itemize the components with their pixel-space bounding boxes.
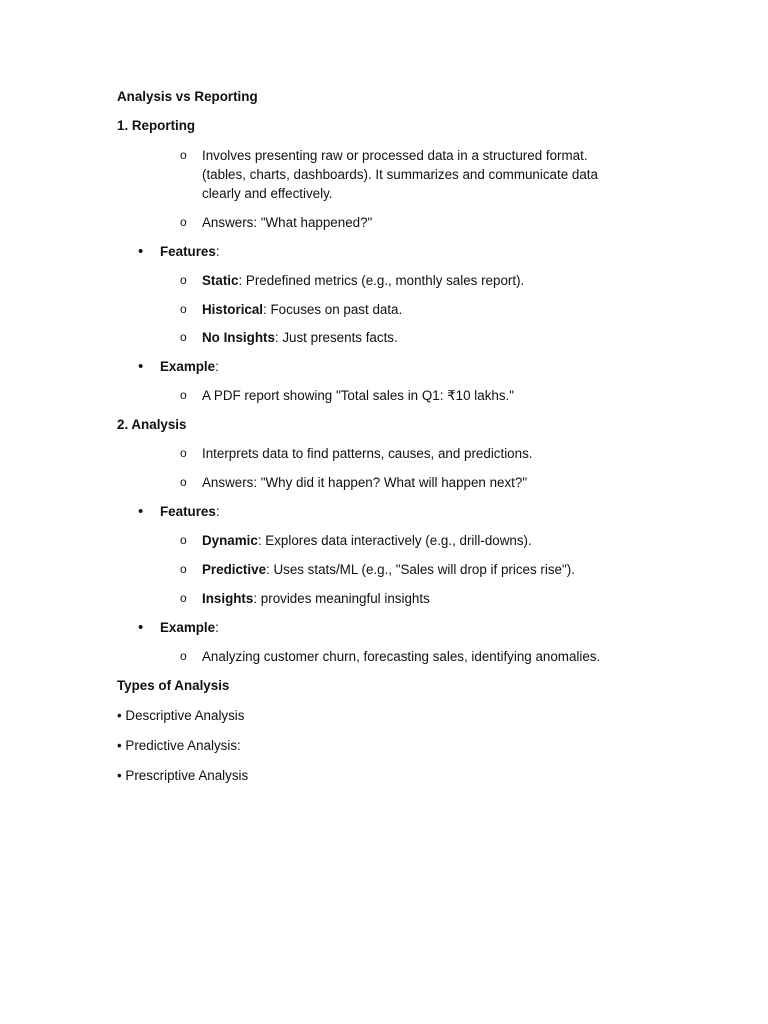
analysis-feature: Predictive: Uses stats/ML (e.g., "Sales will drop if prices rise"). [202, 562, 575, 577]
reporting-point: Answers: "What happened?" [202, 215, 373, 230]
sub-bullet-marker: o [180, 475, 187, 489]
reporting-feature: Historical: Focuses on past data. [202, 302, 403, 317]
example-label: Example: [160, 620, 219, 635]
features-label: Features: [160, 244, 220, 259]
analysis-type-item: • Descriptive Analysis [117, 708, 245, 723]
reporting-point: Involves presenting raw or processed data in a structured format. (tables, charts, dashboards). It summarizes and communicate data clearly and effectively. [202, 148, 598, 201]
example-label: Example: [160, 359, 219, 374]
section-heading-analysis: 2. Analysis [117, 417, 187, 432]
sub-bullet-marker: o [180, 215, 187, 229]
analysis-feature: Insights: provides meaningful insights [202, 591, 430, 606]
sub-bullet-marker: o [180, 562, 187, 576]
sub-bullet-marker: o [180, 446, 187, 460]
sub-bullet-marker: o [180, 591, 187, 605]
features-label: Features: [160, 504, 220, 519]
bullet-marker: • [138, 619, 144, 636]
reporting-feature: No Insights: Just presents facts. [202, 330, 398, 345]
section-heading-types: Types of Analysis [117, 678, 230, 693]
section-heading-reporting: 1. Reporting [117, 118, 196, 133]
analysis-point: Answers: "Why did it happen? What will happen next?" [202, 475, 528, 490]
reporting-feature: Static: Predefined metrics (e.g., monthly sales report). [202, 273, 525, 288]
bullet-marker: • [138, 503, 144, 520]
analysis-feature: Dynamic: Explores data interactively (e.g., drill-downs). [202, 533, 532, 548]
sub-bullet-marker: o [180, 330, 187, 344]
bullet-marker: • [138, 243, 144, 260]
sub-bullet-marker: o [180, 302, 187, 316]
sub-bullet-marker: o [180, 649, 187, 663]
sub-bullet-marker: o [180, 273, 187, 287]
document-title: Analysis vs Reporting [117, 89, 258, 104]
analysis-example: Analyzing customer churn, forecasting sales, identifying anomalies. [202, 649, 601, 664]
reporting-example: A PDF report showing "Total sales in Q1: ₹10 lakhs." [202, 388, 515, 403]
sub-bullet-marker: o [180, 533, 187, 547]
sub-bullet-marker: o [180, 148, 187, 162]
analysis-point: Interprets data to find patterns, causes, and predictions. [202, 446, 533, 461]
analysis-type-item: • Predictive Analysis: [117, 738, 241, 753]
sub-bullet-marker: o [180, 388, 187, 402]
bullet-marker: • [138, 358, 144, 375]
analysis-type-item: • Prescriptive Analysis [117, 768, 249, 783]
